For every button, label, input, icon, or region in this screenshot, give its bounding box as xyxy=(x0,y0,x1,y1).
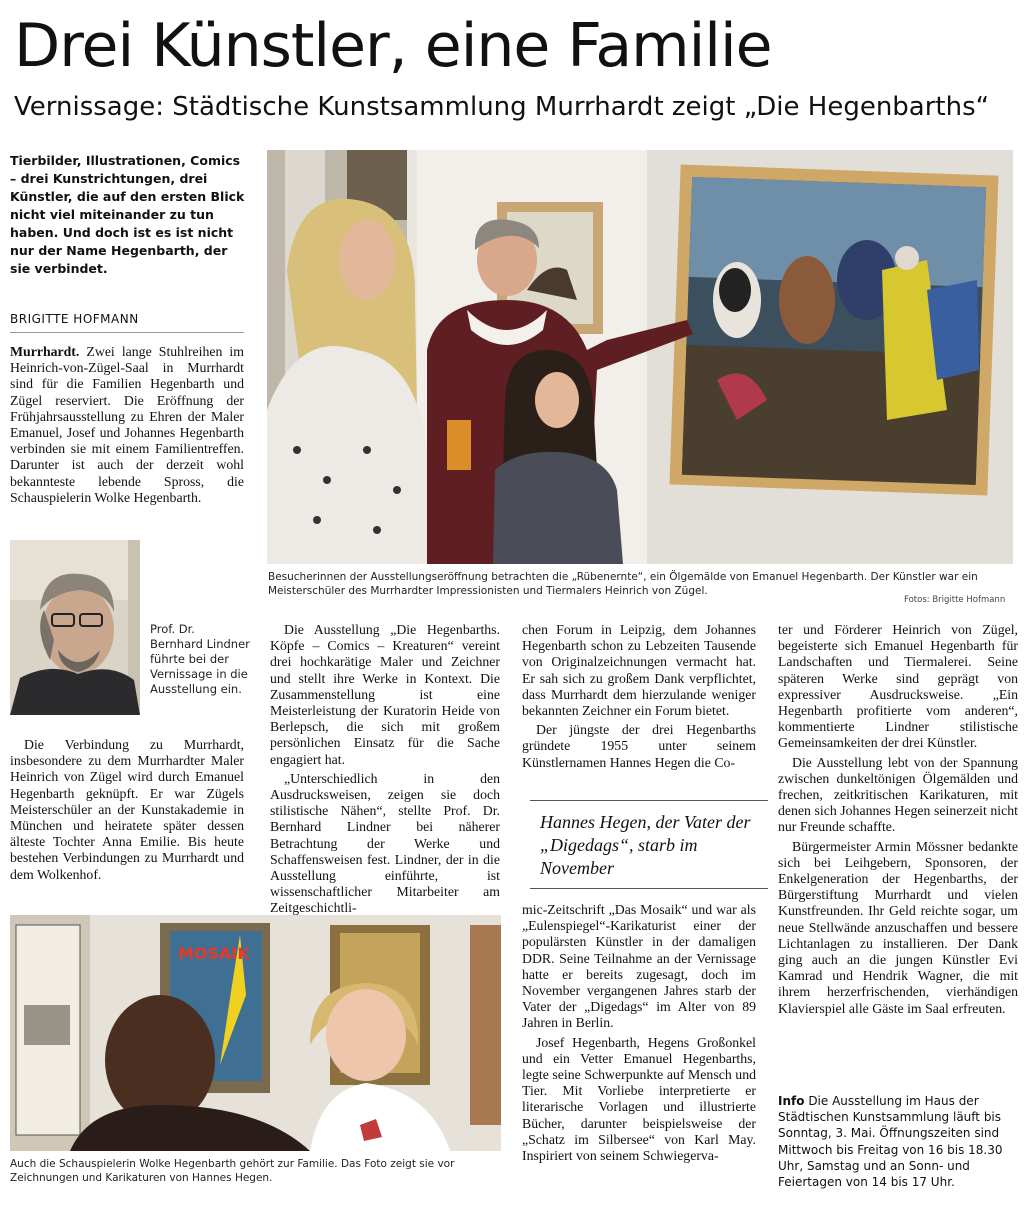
lead-text: Zwei lange Stuhlreihen im Heinrich-von-Zügel-Saal in Murrhardt sind für die Familien Hegenbarth und Zügel reserviert. Die Eröffnung der Frühjahrsausstellung zu Ehren der Maler Emanuel, Josef und Johannes Hegenbarth verbinden sie mit einem Familientreffen. Darunter ist auch der derzeit wohl bekannteste lebende Spross, die Schauspielerin Wolke Hegenbarth. xyxy=(10,344,244,505)
paragraph: Josef Hegenbarth, Hegens Großonkel und ein Vetter Emanuel Hegenbarths, legte seine Schwerpunkte auf Mensch und Tier. Mit Vorliebe interpretierte er literarische Vorlagen und illustrierte Bücher, darunter beispielsweise der „Schatz im Silbersee“ von Karl May. Inspiriert von seinem Schwiegerva- xyxy=(522,1034,756,1164)
dateline: Murrhardt. xyxy=(10,344,80,359)
article-column-4 xyxy=(778,622,1018,1020)
paragraph: Bürgermeister Armin Mössner bedankte sich bei Leihgebern, Sponsoren, der Enkelgeneration der Hegenbarths, der Bürgerstiftung Murrhardt und vielen Kunstfreunden. Ihr Geld reichte sogar, um neue Stellwände anzuschaffen und bessere Lichtanlagen zu installieren. Der Dank ging auch an die jungen Künstler Evi Kamrad und Hendrik Wagner, die mit ihrem herzerfrischenden, vierhändigen Klavierspiel alle Gäste im Saal erfreuten. xyxy=(778,838,1018,1016)
article-column-1-bottom xyxy=(10,737,244,886)
info-label: Info xyxy=(778,1094,805,1108)
author-byline: BRIGITTE HOFMANN xyxy=(10,312,244,333)
article-column-1-top xyxy=(10,344,244,509)
intro-teaser: Tierbilder, Illustrationen, Comics – drei Kunstrichtungen, drei Künstler, die auf den ersten Blick nicht viel miteinander zu tun haben. Und doch ist es ist nicht nur der Name Hegenbarth, der sie verbindet. xyxy=(10,153,245,276)
portrait-caption: Prof. Dr. Bernhard Lindner führte bei der Vernissage in die Ausstellung ein. xyxy=(150,622,250,696)
article-column-2 xyxy=(270,622,500,920)
info-text: Die Ausstellung im Haus der Städtischen Kunstsammlung läuft bis Sonntag, 3. Mai. Öffnungszeiten sind Mittwoch bis Freitag von 16 bis 18.30 Uhr, Samstag und an Sonn- und Feiertagen von 14 bis 17 Uhr. xyxy=(778,1094,1003,1190)
main-photo xyxy=(267,150,1013,564)
photo-credit: Fotos: Brigitte Hofmann xyxy=(904,595,1006,605)
paragraph: mic-Zeitschrift „Das Mosaik“ und war als „Eulenspiegel“-Karikaturist einer der populärsten Künstler in der damaligen DDR. Seine Teilnahme an der Vernissage hatte er bereits zugesagt, doch im November vergangenen Jahres starb der Vater der „Digedags“ im Alter von 89 Jahren in Berlin. xyxy=(522,902,756,1031)
paragraph: Die Verbindung zu Murrhardt, insbesondere zu dem Murrhardter Maler Heinrich von Zügel wird durch Emanuel Hegenbarth geknüpft. Er war Zügels Meisterschüler an der Kunstakademie in München und heiratete später dessen älteste Tochter Anna Emilie. Bis heute bestehen Verbindungen zu Murrhardt und dem Wolkenhof. xyxy=(10,737,244,882)
bottom-photo xyxy=(10,915,501,1151)
main-photo-image xyxy=(267,150,1013,564)
paragraph: Die Ausstellung lebt von der Spannung zwischen dunkeltönigen Ölgemälden und frechen, zeitkritischen Karikaturen, mit denen sich Johannes Hegen seinerzeit nicht nur Freunde schaffte. xyxy=(778,754,1018,835)
paragraph: Die Ausstellung „Die Hegenbarths. Köpfe – Comics – Kreaturen“ vereint drei hochkarätige Maler und Zeichner und stellt ihre Werke in Kontext. Die Zusammenstellung ist eine Meisterleistung der Kuratorin Heide von Berlepsch, die sich mit großem persönlichen Einsatz für die Sache engagiert hat. xyxy=(270,622,500,767)
lead-paragraph xyxy=(10,344,244,506)
paragraph: Der jüngste der drei Hegenbarths gründete 1955 unter seinem Künstlernamen Hannes Hegen die Co- xyxy=(522,722,756,770)
main-photo-caption: Besucherinnen der Ausstellungseröffnung betrachten die „Rübenernte“, ein Ölgemälde von Emanuel Hegenbarth. Der Künstler war ein Meisterschüler des Murrhardter Impressionisten und Tiermalers Heinrich von Zügel. xyxy=(268,571,978,597)
portrait-photo-image xyxy=(10,540,140,715)
paragraph: chen Forum in Leipzig, dem Johannes Hegenbarth schon zu Lebzeiten Tausende von Originalzeichnungen vermacht hat. Er sah sich zu großem Dank verpflichtet, dass Murrhardt dem hierzulande weniger bekannten Zeichner ein Forum bietet. xyxy=(522,622,756,719)
portrait-photo xyxy=(10,540,140,715)
article-column-3-top xyxy=(522,622,756,774)
article-column-3-bottom xyxy=(522,902,756,1167)
paragraph: ter und Förderer Heinrich von Zügel, begeisterte sich Emanuel Hegenbarth für Landschaften und Tiermalerei. Seine späteren Werke sind geprägt von expressiver Ausdrucksweise. „Ein Hegenbarth profitierte vom anderen“, kommentierte Lindner stilistische Gemeinsamkeiten der drei Künstler. xyxy=(778,622,1018,751)
subheadline: Vernissage: Städtische Kunstsammlung Murrhardt zeigt „Die Hegenbarths“ xyxy=(14,92,990,122)
mosaik-logo: MOSAIK xyxy=(178,944,250,963)
bottom-photo-image xyxy=(10,915,501,1151)
bottom-photo-caption: Auch die Schauspielerin Wolke Hegenbarth gehört zur Familie. Das Foto zeigt sie vor Zeichnungen und Karikaturen von Hannes Hegen. xyxy=(10,1158,455,1184)
paragraph: „Unterschiedlich in den Ausdrucksweisen, zeigen sie doch stilistische Nähen“, stellte Prof. Dr. Bernhard Lindner bei näherer Betrachtung der Werke und Schaffensweisen fest. Lindner, der in die Ausstellung einführte, ist wissenschaftlicher Mitarbeiter am Zeitgeschichtli- xyxy=(270,770,500,916)
headline: Drei Künstler, eine Familie xyxy=(14,11,772,81)
pull-quote: Hannes Hegen, der Vater der „Digedags“, starb im November xyxy=(530,800,768,889)
info-box xyxy=(778,1093,1018,1190)
